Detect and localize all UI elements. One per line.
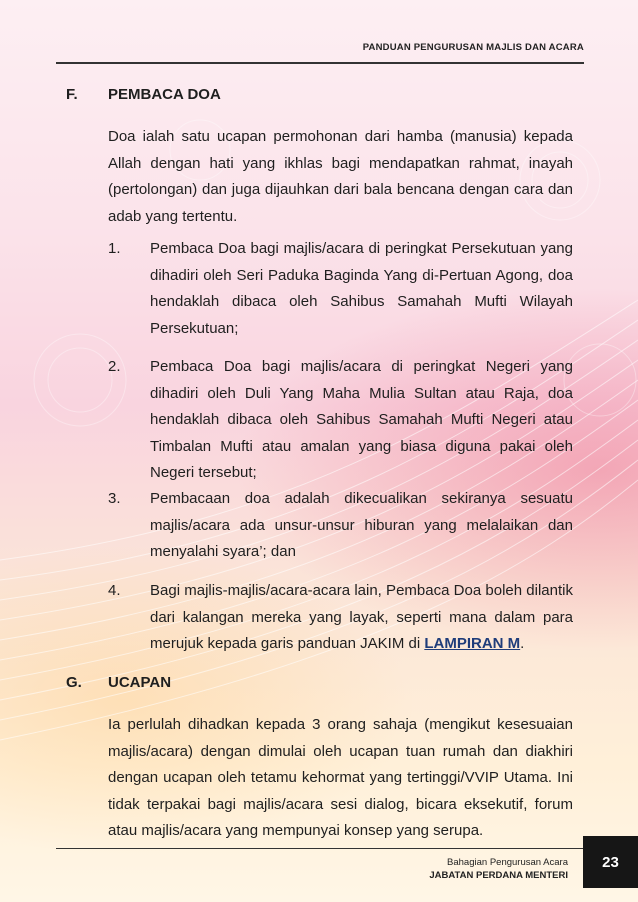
- footer-department: Bahagian Pengurusan Acara: [447, 857, 568, 868]
- list-item-text: [150, 578, 573, 658]
- list-item-text-end: .: [520, 635, 525, 652]
- list-item-number: 4.: [108, 582, 121, 599]
- list-item-text: Pembaca Doa bagi majlis/acara di peringkat Persekutuan yang dihadiri oleh Seri Paduka Baginda Yang di-Pertuan Agong, doa hendaklah dibaca oleh Sahibus Samahah Mufti Wilayah Persekutuan;: [150, 240, 573, 337]
- page-number: 23: [583, 836, 638, 888]
- lampiran-m-link[interactable]: LAMPIRAN M: [424, 635, 521, 652]
- list-item-number: 1.: [108, 240, 121, 257]
- section-g-title: UCAPAN: [108, 674, 172, 691]
- list-item-text: Pembaca Doa bagi majlis/acara di peringkat Negeri yang dihadiri oleh Duli Yang Maha Mulia Sultan atau Raja, doa hendaklah dibaca oleh Sahibus Samahah Mufti Negeri atau Timbalan Mufti atau amalan yang biasa diguna pakai oleh Negeri tersebut;: [150, 358, 573, 481]
- section-f-title: PEMBACA DOA: [108, 86, 221, 103]
- footer-divider: [56, 848, 584, 849]
- list-item-number: 2.: [108, 358, 121, 375]
- header-title: PANDUAN PENGURUSAN MAJLIS DAN ACARA: [362, 42, 584, 53]
- list-item-text-body: Bagi majlis-majlis/acara-acara lain, Pembaca Doa boleh dilantik dari kalangan mereka yang layak, seperti mana dalam para merujuk kepada garis panduan JAKIM di: [150, 582, 573, 652]
- section-g-text: Ia perlulah dihadkan kepada 3 orang sahaja (mengikut kesesuaian majlis/acara) dengan dimulai oleh ucapan tuan rumah dan diakhiri dengan ucapan oleh tetamu kehormat yang tertinggi/VVIP Utama. Ini tidak terpakai bagi majlis/acara sesi dialog, bicara eksekutif, forum atau majlis/acara yang mempunyai konsep yang serupa.: [108, 716, 573, 839]
- footer-organization: JABATAN PERDANA MENTERI: [429, 870, 568, 881]
- section-f-intro: Doa ialah satu ucapan permohonan dari hamba (manusia) kepada Allah dengan hati yang ikhlas bagi mendapatkan rahmat, inayah (pertolongan) dan juga dijauhkan dari bala bencana dengan cara dan adab yang tertentu.: [108, 128, 573, 225]
- footer-text: [429, 856, 568, 882]
- section-f-letter: F.: [66, 86, 78, 103]
- section-g-letter: G.: [66, 674, 82, 691]
- list-item-number: 3.: [108, 490, 121, 507]
- header-divider: [56, 62, 584, 64]
- list-item-text: Pembacaan doa adalah dikecualikan sekiranya sesuatu majlis/acara ada unsur-unsur hiburan yang melalaikan dan menyalahi syara’; dan: [150, 490, 573, 560]
